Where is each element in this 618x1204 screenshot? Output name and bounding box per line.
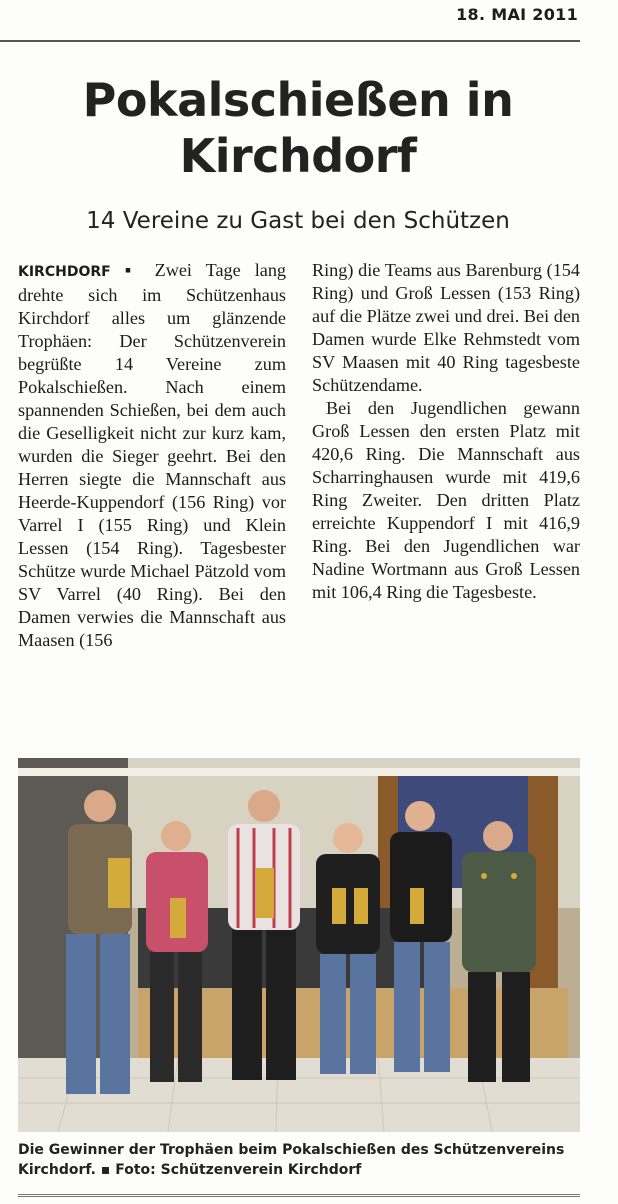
dateline: KIRCHDORF [18, 264, 111, 280]
header-rule [0, 40, 580, 42]
article-column-2 [312, 259, 580, 604]
article-subheadline: 14 Vereine zu Gast bei den Schützen [86, 208, 510, 234]
photo-illustration [18, 758, 580, 1132]
photo-caption: Die Gewinner der Trophäen beim Pokalschießen des Schützenvereins Kirchdorf. ▪ Foto: Schützenverein Kirchdorf [18, 1142, 565, 1178]
headline-line-2: Kirchdorf [179, 129, 417, 183]
footer-rule [18, 1194, 580, 1197]
dateline-separator: ▪ [124, 260, 141, 280]
article-column-1 [18, 259, 286, 652]
article-photo [18, 758, 580, 1132]
column-2-paragraph-2: Bei den Jugendlichen gewann Groß Lessen den ersten Platz mit 420,6 Ring. Die Mannschaft aus Scharringhausen wurde mit 419,6 Ring Zweiter. Den dritten Platz erreichte Kuppendorf I mit 416,9 Ring. Bei den Jugendlichen war Nadine Wortmann aus Groß Lessen mit 106,4 Ring die Tagesbeste. [312, 398, 580, 602]
column-2-paragraph-1: Ring) die Teams aus Barenburg (154 Ring) und Groß Lessen (153 Ring) auf die Plätze zwei und drei. Bei den Damen wurde Elke Rehmstedt vom SV Maasen mit 40 Ring tagesbeste Schützendame. [312, 260, 580, 395]
article-headline [0, 72, 596, 184]
headline-line-1: Pokalschießen in [82, 73, 514, 127]
column-1-paragraph [18, 259, 286, 652]
issue-date: 18. MAI 2011 [456, 5, 578, 24]
column-1-text: Zwei Tage lang drehte sich im Schützenhaus Kirchdorf alles um glänzende Trophäen: Der Schützenverein begrüßte 14 Vereine zum Pokalschießen. Nach einem spannenden Schießen, bei dem auch die Geselligkeit nicht zur kurz kam, wurden die Sieger geehrt. Bei den Herren siegte die Mannschaft aus Heerde-Kuppendorf (156 Ring) vor Varrel I (155 Ring) und Klein Lessen (154 Ring). Tagesbester Schütze wurde Michael Pätzold vom SV Varrel (40 Ring). Bei den Damen verwies die Mannschaft aus Maasen (156 [18, 260, 287, 650]
